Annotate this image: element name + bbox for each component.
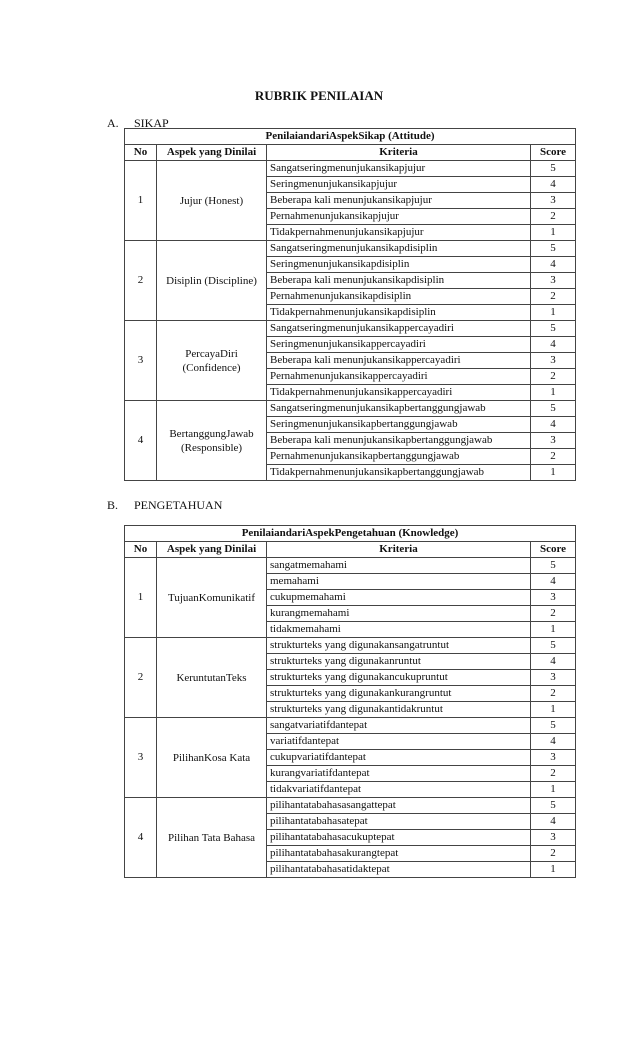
cell-score: 1	[531, 465, 576, 481]
cell-kriteria: Pernahmenunjukansikappercayadiri	[267, 369, 531, 385]
cell-kriteria: kurangmemahami	[267, 606, 531, 622]
table-row	[125, 558, 576, 574]
cell-kriteria: pilihantatabahasacukuptepat	[267, 830, 531, 846]
header-score: Score	[531, 145, 576, 161]
cell-score: 2	[531, 449, 576, 465]
cell-score: 4	[531, 337, 576, 353]
cell-score: 3	[531, 590, 576, 606]
cell-kriteria: variatifdantepat	[267, 734, 531, 750]
cell-score: 5	[531, 718, 576, 734]
cell-kriteria: tidakmemahami	[267, 622, 531, 638]
cell-kriteria: strukturteks yang digunakansangatruntut	[267, 638, 531, 654]
cell-score: 1	[531, 225, 576, 241]
section-b-letter: B.	[107, 498, 119, 512]
table-row	[125, 161, 576, 177]
table-row	[125, 798, 576, 814]
cell-aspek: Disiplin (Discipline)	[157, 241, 267, 321]
table-caption-row	[125, 129, 576, 145]
cell-kriteria: cukupmemahami	[267, 590, 531, 606]
header-kriteria: Kriteria	[267, 542, 531, 558]
cell-score: 4	[531, 814, 576, 830]
cell-score: 4	[531, 417, 576, 433]
cell-score: 2	[531, 606, 576, 622]
section-b-title: PENGETAHUAN	[134, 498, 223, 512]
cell-score: 1	[531, 702, 576, 718]
cell-kriteria: strukturteks yang digunakantidakruntut	[267, 702, 531, 718]
cell-kriteria: tidakvariatifdantepat	[267, 782, 531, 798]
cell-score: 3	[531, 830, 576, 846]
cell-score: 3	[531, 193, 576, 209]
table-row	[125, 241, 576, 257]
cell-kriteria: Beberapa kali menunjukansikapbertanggungjawab	[267, 433, 531, 449]
cell-score: 4	[531, 654, 576, 670]
knowledge-rubric-table	[124, 525, 576, 878]
cell-no: 2	[125, 638, 157, 718]
header-no: No	[125, 542, 157, 558]
cell-kriteria: Seringmenunjukansikapjujur	[267, 177, 531, 193]
cell-no: 1	[125, 558, 157, 638]
cell-kriteria: sangatvariatifdantepat	[267, 718, 531, 734]
cell-kriteria: strukturteks yang digunakankurangruntut	[267, 686, 531, 702]
cell-kriteria: Pernahmenunjukansikapbertanggungjawab	[267, 449, 531, 465]
cell-score: 1	[531, 782, 576, 798]
cell-aspek: BertanggungJawab (Responsible)	[157, 401, 267, 481]
cell-kriteria: memahami	[267, 574, 531, 590]
cell-kriteria: Sangatseringmenunjukansikapjujur	[267, 161, 531, 177]
cell-score: 5	[531, 638, 576, 654]
cell-kriteria: Beberapa kali menunjukansikapdisiplin	[267, 273, 531, 289]
cell-kriteria: Tidakpernahmenunjukansikapdisiplin	[267, 305, 531, 321]
table-header-row	[125, 542, 576, 558]
cell-kriteria: Sangatseringmenunjukansikapbertanggungjawab	[267, 401, 531, 417]
cell-score: 2	[531, 846, 576, 862]
cell-score: 2	[531, 686, 576, 702]
cell-score: 3	[531, 750, 576, 766]
header-score: Score	[531, 542, 576, 558]
table-caption-row	[125, 526, 576, 542]
cell-no: 3	[125, 718, 157, 798]
cell-kriteria: pilihantatabahasasangattepat	[267, 798, 531, 814]
cell-score: 2	[531, 369, 576, 385]
cell-score: 4	[531, 574, 576, 590]
cell-score: 4	[531, 257, 576, 273]
section-b-heading	[107, 498, 222, 513]
cell-aspek: PilihanKosa Kata	[157, 718, 267, 798]
table-row	[125, 718, 576, 734]
cell-kriteria: strukturteks yang digunakanruntut	[267, 654, 531, 670]
cell-score: 2	[531, 209, 576, 225]
cell-no: 1	[125, 161, 157, 241]
cell-kriteria: pilihantatabahasatepat	[267, 814, 531, 830]
cell-aspek: TujuanKomunikatif	[157, 558, 267, 638]
cell-kriteria: sangatmemahami	[267, 558, 531, 574]
cell-kriteria: Tidakpernahmenunjukansikappercayadiri	[267, 385, 531, 401]
cell-kriteria: strukturteks yang digunakancukupruntut	[267, 670, 531, 686]
cell-score: 3	[531, 670, 576, 686]
cell-kriteria: Sangatseringmenunjukansikapdisiplin	[267, 241, 531, 257]
cell-aspek: Jujur (Honest)	[157, 161, 267, 241]
table-row	[125, 321, 576, 337]
cell-kriteria: Tidakpernahmenunjukansikapbertanggungjawab	[267, 465, 531, 481]
section-a-title: SIKAP	[134, 116, 169, 130]
cell-kriteria: Beberapa kali menunjukansikappercayadiri	[267, 353, 531, 369]
cell-aspek: KeruntutanTeks	[157, 638, 267, 718]
cell-score: 2	[531, 289, 576, 305]
cell-aspek: PercayaDiri (Confidence)	[157, 321, 267, 401]
cell-kriteria: Beberapa kali menunjukansikapjujur	[267, 193, 531, 209]
header-aspek: Aspek yang Dinilai	[157, 145, 267, 161]
cell-kriteria: pilihantatabahasakurangtepat	[267, 846, 531, 862]
table-header-row	[125, 145, 576, 161]
cell-score: 1	[531, 385, 576, 401]
cell-no: 3	[125, 321, 157, 401]
cell-score: 3	[531, 433, 576, 449]
table-row	[125, 401, 576, 417]
cell-score: 5	[531, 558, 576, 574]
cell-score: 3	[531, 353, 576, 369]
header-aspek: Aspek yang Dinilai	[157, 542, 267, 558]
cell-kriteria: cukupvariatifdantepat	[267, 750, 531, 766]
header-kriteria: Kriteria	[267, 145, 531, 161]
cell-kriteria: Seringmenunjukansikapbertanggungjawab	[267, 417, 531, 433]
cell-no: 4	[125, 401, 157, 481]
cell-score: 2	[531, 766, 576, 782]
cell-kriteria: Pernahmenunjukansikapjujur	[267, 209, 531, 225]
cell-no: 4	[125, 798, 157, 878]
section-a-letter: A.	[107, 116, 119, 130]
cell-score: 5	[531, 798, 576, 814]
cell-kriteria: pilihantatabahasatidaktepat	[267, 862, 531, 878]
cell-score: 4	[531, 177, 576, 193]
page-title: RUBRIK PENILAIAN	[254, 88, 384, 103]
cell-score: 5	[531, 241, 576, 257]
table-row	[125, 638, 576, 654]
cell-kriteria: Tidakpernahmenunjukansikapjujur	[267, 225, 531, 241]
cell-score: 5	[531, 401, 576, 417]
cell-kriteria: kurangvariatifdantepat	[267, 766, 531, 782]
cell-score: 1	[531, 622, 576, 638]
cell-score: 3	[531, 273, 576, 289]
table-caption: PenilaiandariAspekSikap (Attitude)	[125, 129, 576, 145]
cell-kriteria: Pernahmenunjukansikapdisiplin	[267, 289, 531, 305]
cell-score: 5	[531, 161, 576, 177]
cell-no: 2	[125, 241, 157, 321]
cell-aspek: Pilihan Tata Bahasa	[157, 798, 267, 878]
cell-score: 1	[531, 305, 576, 321]
cell-kriteria: Sangatseringmenunjukansikappercayadiri	[267, 321, 531, 337]
cell-score: 4	[531, 734, 576, 750]
cell-score: 5	[531, 321, 576, 337]
attitude-rubric-table	[124, 128, 576, 481]
header-no: No	[125, 145, 157, 161]
cell-score: 1	[531, 862, 576, 878]
table-caption: PenilaiandariAspekPengetahuan (Knowledge)	[125, 526, 576, 542]
cell-kriteria: Seringmenunjukansikapdisiplin	[267, 257, 531, 273]
cell-kriteria: Seringmenunjukansikappercayadiri	[267, 337, 531, 353]
